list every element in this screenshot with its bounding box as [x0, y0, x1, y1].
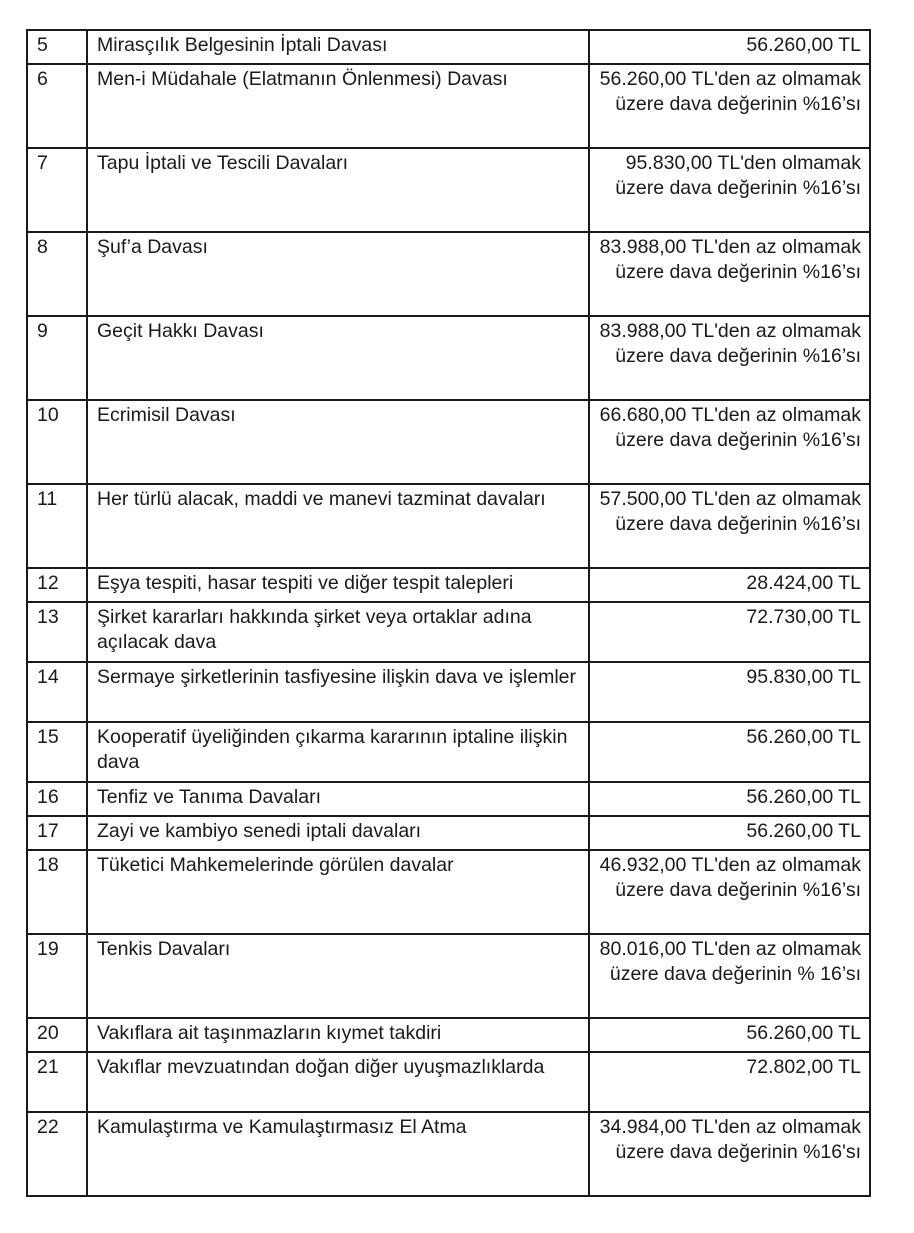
- table-row: [27, 148, 870, 232]
- case-type-cell: Ecrimisil Davası: [87, 400, 589, 484]
- fee-table-body: [27, 30, 870, 1196]
- fee-amount-cell: 56.260,00 TL: [589, 722, 870, 782]
- table-row: [27, 850, 870, 934]
- case-type-cell: Şirket kararları hakkında şirket veya ortaklar adına açılacak dava: [87, 602, 589, 662]
- fee-amount-cell: 56.260,00 TL: [589, 30, 870, 64]
- case-type-cell: Kamulaştırma ve Kamulaştırmasız El Atma: [87, 1112, 589, 1196]
- table-row: [27, 934, 870, 1018]
- row-number-cell: 12: [27, 568, 87, 602]
- table-row: [27, 30, 870, 64]
- table-row: [27, 232, 870, 316]
- attorney-fee-table: [26, 29, 871, 1197]
- case-type-cell: Tüketici Mahkemelerinde görülen davalar: [87, 850, 589, 934]
- case-type-cell: Tenfiz ve Tanıma Davaları: [87, 782, 589, 816]
- table-row: [27, 782, 870, 816]
- fee-amount-cell: 57.500,00 TL'den az olmamak üzere dava değerinin %16’sı: [589, 484, 870, 568]
- row-number-cell: 6: [27, 64, 87, 148]
- row-number-cell: 7: [27, 148, 87, 232]
- table-row: [27, 1112, 870, 1196]
- case-type-cell: Sermaye şirketlerinin tasfiyesine ilişkin dava ve işlemler: [87, 662, 589, 722]
- case-type-cell: Zayi ve kambiyo senedi iptali davaları: [87, 816, 589, 850]
- fee-amount-cell: 56.260,00 TL: [589, 782, 870, 816]
- case-type-cell: Tapu İptali ve Tescili Davaları: [87, 148, 589, 232]
- fee-amount-cell: 95.830,00 TL: [589, 662, 870, 722]
- row-number-cell: 22: [27, 1112, 87, 1196]
- row-number-cell: 8: [27, 232, 87, 316]
- row-number-cell: 18: [27, 850, 87, 934]
- case-type-cell: Şuf’a Davası: [87, 232, 589, 316]
- fee-amount-cell: 56.260,00 TL: [589, 816, 870, 850]
- fee-amount-cell: 66.680,00 TL'den az olmamak üzere dava değerinin %16’sı: [589, 400, 870, 484]
- table-row: [27, 1018, 870, 1052]
- fee-amount-cell: 83.988,00 TL'den az olmamak üzere dava değerinin %16’sı: [589, 232, 870, 316]
- table-row: [27, 662, 870, 722]
- table-row: [27, 568, 870, 602]
- row-number-cell: 9: [27, 316, 87, 400]
- row-number-cell: 10: [27, 400, 87, 484]
- table-row: [27, 316, 870, 400]
- fee-amount-cell: 95.830,00 TL'den olmamak üzere dava değerinin %16’sı: [589, 148, 870, 232]
- table-row: [27, 1052, 870, 1112]
- row-number-cell: 13: [27, 602, 87, 662]
- case-type-cell: Geçit Hakkı Davası: [87, 316, 589, 400]
- case-type-cell: Men-i Müdahale (Elatmanın Önlenmesi) Davası: [87, 64, 589, 148]
- table-row: [27, 484, 870, 568]
- fee-amount-cell: 34.984,00 TL'den az olmamak üzere dava değerinin %16'sı: [589, 1112, 870, 1196]
- table-row: [27, 722, 870, 782]
- row-number-cell: 15: [27, 722, 87, 782]
- case-type-cell: Tenkis Davaları: [87, 934, 589, 1018]
- row-number-cell: 20: [27, 1018, 87, 1052]
- fee-amount-cell: 72.730,00 TL: [589, 602, 870, 662]
- case-type-cell: Kooperatif üyeliğinden çıkarma kararının iptaline ilişkin dava: [87, 722, 589, 782]
- fee-amount-cell: 83.988,00 TL'den az olmamak üzere dava değerinin %16’sı: [589, 316, 870, 400]
- row-number-cell: 11: [27, 484, 87, 568]
- row-number-cell: 21: [27, 1052, 87, 1112]
- table-row: [27, 400, 870, 484]
- fee-amount-cell: 28.424,00 TL: [589, 568, 870, 602]
- row-number-cell: 14: [27, 662, 87, 722]
- case-type-cell: Mirasçılık Belgesinin İptali Davası: [87, 30, 589, 64]
- row-number-cell: 17: [27, 816, 87, 850]
- table-row: [27, 64, 870, 148]
- row-number-cell: 5: [27, 30, 87, 64]
- case-type-cell: Vakıflar mevzuatından doğan diğer uyuşmazlıklarda: [87, 1052, 589, 1112]
- fee-amount-cell: 46.932,00 TL'den az olmamak üzere dava değerinin %16’sı: [589, 850, 870, 934]
- row-number-cell: 16: [27, 782, 87, 816]
- table-row: [27, 816, 870, 850]
- fee-amount-cell: 72.802,00 TL: [589, 1052, 870, 1112]
- fee-amount-cell: 56.260,00 TL'den az olmamak üzere dava değerinin %16’sı: [589, 64, 870, 148]
- fee-amount-cell: 80.016,00 TL'den az olmamak üzere dava değerinin % 16’sı: [589, 934, 870, 1018]
- case-type-cell: Vakıflara ait taşınmazların kıymet takdiri: [87, 1018, 589, 1052]
- fee-amount-cell: 56.260,00 TL: [589, 1018, 870, 1052]
- case-type-cell: Her türlü alacak, maddi ve manevi tazminat davaları: [87, 484, 589, 568]
- row-number-cell: 19: [27, 934, 87, 1018]
- case-type-cell: Eşya tespiti, hasar tespiti ve diğer tespit talepleri: [87, 568, 589, 602]
- table-row: [27, 602, 870, 662]
